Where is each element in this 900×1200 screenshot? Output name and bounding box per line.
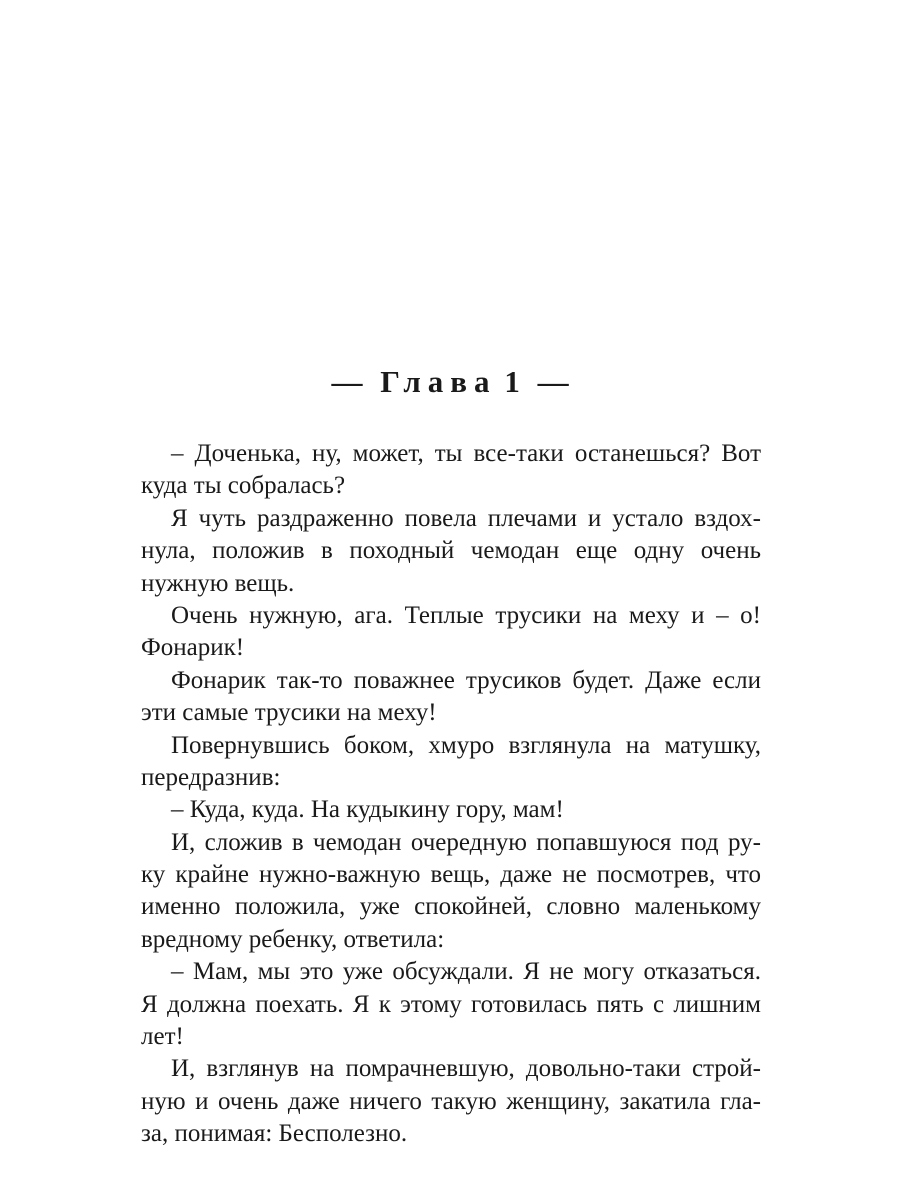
text-line: Фонарик так-то поважнее трусиков будет. Даже если bbox=[171, 666, 761, 694]
text-line: нула, положив в походный чемодан еще одну очень bbox=[141, 537, 761, 565]
text-line: Я чуть раздраженно повела плечами и устало вздох- bbox=[171, 504, 761, 532]
heading-dash-right: — bbox=[537, 364, 569, 399]
chapter-word: Глава bbox=[380, 364, 497, 399]
text-line: И, сложив в чемодан очередную попавшуюся под ру- bbox=[171, 828, 761, 856]
text-line: вредному ребенку, ответила: bbox=[141, 925, 445, 953]
chapter-text bbox=[141, 438, 761, 1151]
text-line: за, понимая: Бесполезно. bbox=[141, 1120, 408, 1148]
text-line: Очень нужную, ага. Теплые трусики на меху и – о! bbox=[171, 601, 761, 629]
text-line: передразнив: bbox=[141, 763, 281, 791]
text-line: лет! bbox=[141, 1023, 184, 1051]
text-line: нужную вещь. bbox=[141, 569, 295, 597]
text-line: эти самые трусики на меху! bbox=[141, 699, 437, 727]
text-line: куда ты собралась? bbox=[141, 472, 346, 500]
text-line: ную и очень даже ничего такую женщину, закатила гла- bbox=[141, 1087, 761, 1115]
text-line: Повернувшись боком, хмуро взглянула на матушку, bbox=[171, 731, 761, 759]
text-line: – Мам, мы это уже обсуждали. Я не могу отказаться. bbox=[171, 958, 761, 986]
text-line: И, взглянув на помрачневшую, довольно-таки строй- bbox=[171, 1055, 761, 1083]
text-line: ку крайне нужно-важную вещь, даже не посмотрев, что bbox=[141, 861, 761, 889]
chapter-heading bbox=[0, 362, 900, 402]
text-line: Фонарик! bbox=[141, 634, 245, 662]
text-line: именно положила, уже спокойней, словно маленькому bbox=[141, 893, 761, 921]
chapter-number: 1 bbox=[504, 364, 520, 399]
text-line: – Доченька, ну, может, ты все-таки останешься? Вот bbox=[171, 440, 761, 467]
text-line: – Куда, куда. На кудыкину гору, мам! bbox=[171, 796, 564, 824]
text-line: Я должна поехать. Я к этому готовилась пять с лишним bbox=[141, 990, 761, 1018]
heading-dash-left: — bbox=[331, 364, 363, 399]
